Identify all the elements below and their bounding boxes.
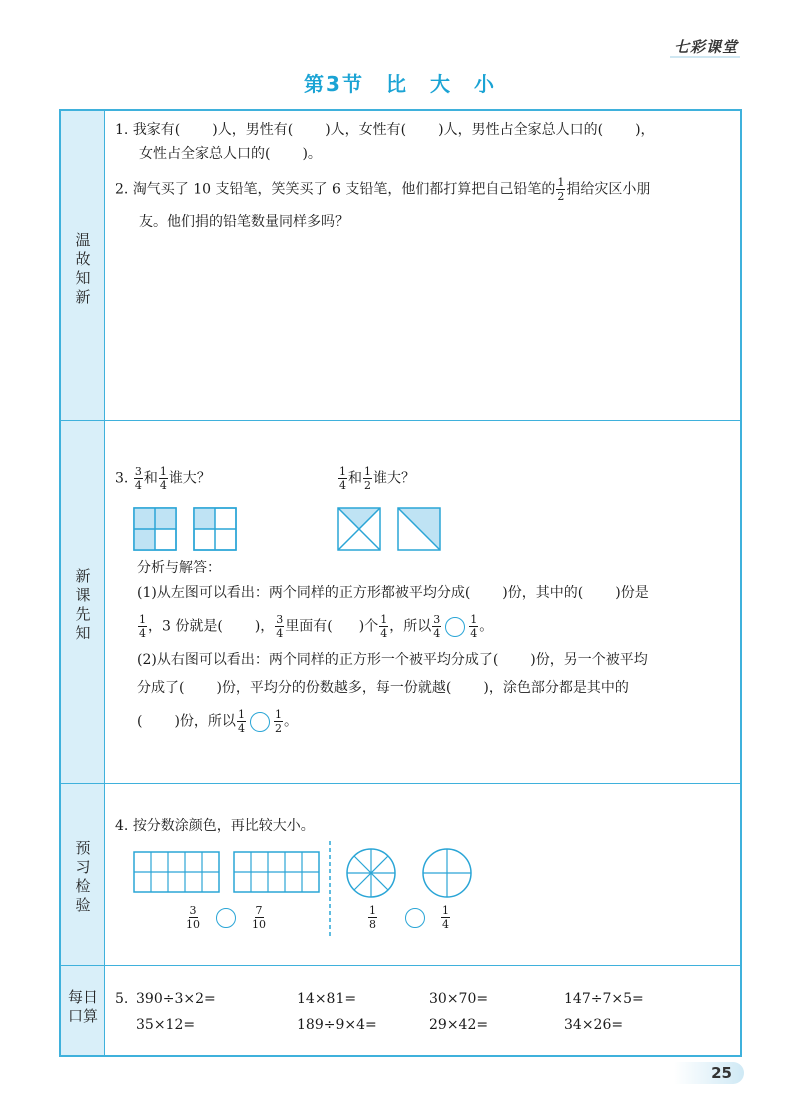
analysis-p2-line-2: 分成了( )份，平均分的份数越多，每一份就越( )，涂色部分都是其中的	[137, 680, 629, 696]
circle-quarters	[423, 849, 471, 897]
square-x-shaded	[338, 508, 380, 529]
page-number: 25	[674, 1062, 744, 1084]
brand-underline	[670, 56, 740, 58]
page-title	[0, 68, 800, 97]
q3-right-squares	[337, 507, 447, 551]
analysis-p1-line-2: $\frac{1}{4}$ ，3 份就是( )， $\frac{3}{4}$ 里面有( )个 $\frac{1}{4}$ ，所以 $\frac{3}{4}$ $\frac{1}{4}$ 。	[139, 613, 494, 640]
mental-math-item: 189÷9×4=	[297, 1017, 377, 1033]
mental-math-item: 14×81=	[297, 991, 357, 1007]
analysis-p2-line-3: ( )份，所以 $\frac{1}{4}$ $\frac{1}{2}$ 。	[137, 708, 298, 735]
section-label-daily: 每日 口算	[67, 988, 98, 1025]
section-label-review: 温 故 知 新	[75, 231, 91, 306]
q3-left-squares	[133, 507, 243, 551]
analysis-heading: 分析与解答：	[137, 560, 221, 576]
section-label-new-lesson: 新 课 先 知	[75, 567, 91, 642]
divider	[61, 965, 740, 966]
question-5-num: 5.	[115, 991, 129, 1007]
analysis-p1-line-1: (1)从左图可以看出：两个同样的正方形都被平均分成( )份，其中的( )份是	[137, 585, 649, 601]
brand-logo: 七彩课堂	[673, 38, 738, 56]
title-char: 小	[473, 72, 496, 96]
title-section: 第3节	[304, 72, 364, 96]
mental-math-item: 29×42=	[429, 1017, 489, 1033]
mental-math-item: 30×70=	[429, 991, 489, 1007]
divider	[61, 783, 740, 784]
analysis-p2-line-1: (2)从右图可以看出：两个同样的正方形一个被平均分成了( )份，另一个被平均	[137, 652, 648, 668]
worksheet-frame	[59, 109, 742, 1057]
q4-right-compare: $\frac{1}{8}$ $\frac{1}{4}$	[369, 904, 449, 931]
section-label-preview: 预 习 检 验	[75, 839, 91, 914]
title-char: 大	[429, 72, 452, 96]
divider	[61, 420, 740, 421]
question-4-text: 4. 按分数涂颜色，再比较大小。	[115, 818, 315, 834]
q4-circles	[345, 847, 475, 899]
question-1-line-2: 女性占全家总人口的( )。	[139, 146, 322, 162]
question-3-left: 3. $\frac{3}{4}$ 和 $\frac{1}{4}$ 谁大？	[115, 465, 211, 492]
compare-circle[interactable]	[445, 617, 465, 637]
question-3-right: $\frac{1}{4}$ 和 $\frac{1}{2}$ 谁大？	[339, 465, 415, 492]
dashed-separator	[328, 841, 332, 937]
title-char: 比	[385, 72, 408, 96]
question-2-line-2: 友。他们捐的铅笔数量同样多吗？	[139, 214, 349, 230]
compare-circle[interactable]	[216, 908, 236, 928]
compare-circle[interactable]	[250, 712, 270, 732]
circle-eighths	[347, 849, 395, 897]
question-2-line-1: 2. 淘气买了 10 支铅笔，笑笑买了 6 支铅笔，他们都打算把自己铅笔的 $\frac{1}{2}$ 捐给灾区小朋	[115, 176, 651, 203]
mental-math-item: 147÷7×5=	[564, 991, 644, 1007]
q4-left-compare: $\frac{3}{10}$ $\frac{7}{10}$	[186, 904, 266, 931]
fraction: $\frac{1}{2}$	[557, 176, 565, 203]
question-1-line-1: 1. 我家有( )人，男性有( )人，女性有( )人，男性占全家总人口的( )，	[115, 122, 655, 138]
compare-circle[interactable]	[405, 908, 425, 928]
mental-math-item: 390÷3×2=	[136, 991, 216, 1007]
mental-math-item: 34×26=	[564, 1017, 624, 1033]
mental-math-item: 35×12=	[136, 1017, 196, 1033]
